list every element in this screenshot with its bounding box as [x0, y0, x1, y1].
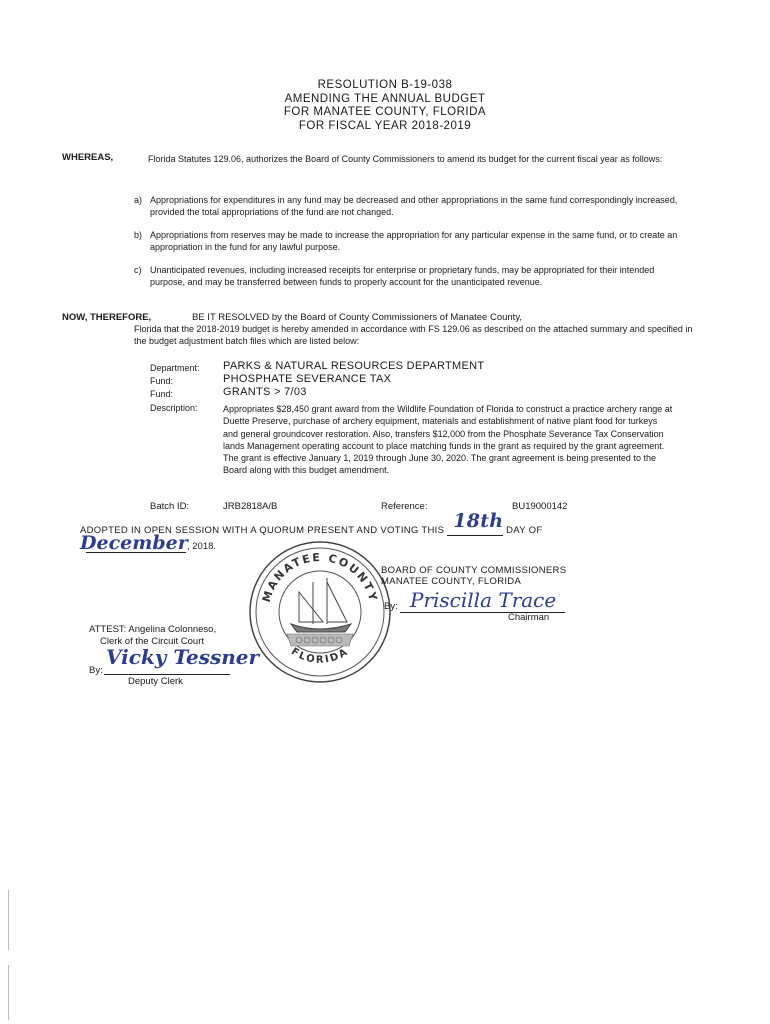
- fund-value: PHOSPHATE SEVERANCE TAX: [223, 373, 392, 385]
- fund-label: Fund:: [150, 376, 174, 386]
- reference-label: Reference:: [381, 501, 428, 512]
- chairman-title: Chairman: [508, 612, 550, 623]
- adoption-text: ADOPTED IN OPEN SESSION WITH A QUORUM PRESENT AND VOTING THIS: [80, 525, 445, 536]
- fund-value-2: GRANTS > 7/03: [223, 386, 307, 398]
- clause-letter: b): [134, 230, 143, 240]
- fund-label-2: Fund:: [150, 389, 174, 399]
- seal-bottom-text: FLORIDA: [288, 646, 352, 666]
- now-therefore-label: NOW, THEREFORE,: [62, 312, 152, 323]
- whereas-label: WHEREAS,: [62, 152, 114, 163]
- header-line-4: FOR FISCAL YEAR 2018-2019: [298, 119, 472, 132]
- resolution-number: RESOLUTION B-19-038: [317, 79, 453, 91]
- attest-name: ATTEST: Angelina Colonneso,: [89, 624, 217, 635]
- header-line-3: FOR MANATEE COUNTY, FLORIDA: [283, 106, 487, 118]
- description-value: Appropriates $28,450 grant award from the Wildlife Foundation of Florida to construct a practice archery range at Duette Preserve, purchase of archery equipment, materials and establishment of native plant food for turkeys and general groundcover restoration. Also, transfers $12,000 from the Phosphate Severance Tax Conservation lands Management operating account to place matching funds in the grant as required by the grant agreement. The grant is effective January 1, 2019 through June 30, 2020. The grant agreement is being presented to the Board along with this budget amendment.: [223, 404, 673, 476]
- seal-top-text: MANATEE COUNTY: [259, 550, 381, 604]
- handwritten-month: December: [80, 532, 188, 554]
- clause-text: Appropriations for expenditures in any fund may be decreased and other appropriations in the same fund correspondingly increased, provided the total appropriations of the fund are not changed.: [150, 195, 678, 217]
- day-of-text: DAY OF: [506, 525, 543, 536]
- scan-margin-mark-2: [8, 965, 9, 1020]
- department-label: Department:: [150, 363, 200, 373]
- header-line-2: AMENDING THE ANNUAL BUDGET: [284, 92, 486, 105]
- now-therefore-body: Florida that the 2018-2019 budget is hereby amended in accordance with FS 129.06 as described on the attached summary and specified in the budget adjustment batch files which are listed below:: [134, 324, 693, 346]
- resolution-header: [0, 79, 770, 133]
- board-by-label: By:: [384, 601, 398, 612]
- scan-margin-mark: [8, 890, 9, 950]
- month-blank: [80, 532, 188, 554]
- deputy-clerk-title: Deputy Clerk: [128, 676, 183, 687]
- svg-text:MANATEE COUNTY: [260, 551, 380, 604]
- clause-letter: c): [134, 265, 142, 275]
- reference-value: BU19000142: [512, 501, 568, 512]
- svg-text:FLORIDA: [289, 646, 351, 666]
- clause-text: Appropriations from reserves may be made to increase the appropriation for any particular expense in the same fund, or to create an appropriation in the fund for any lawful purpose.: [150, 230, 678, 252]
- board-county: MANATEE COUNTY, FLORIDA: [381, 576, 522, 587]
- resolved-text: BE IT RESOLVED by the Board of County Commissioners of Manatee County,: [192, 312, 523, 323]
- attest-clerk-title: Clerk of the Circuit Court: [100, 636, 205, 647]
- county-seal-icon: [247, 538, 393, 686]
- adoption-year: , 2018.: [187, 541, 217, 552]
- clause-letter: a): [134, 195, 143, 205]
- department-value: PARKS & NATURAL RESOURCES DEPARTMENT: [223, 360, 485, 372]
- board-signature-block: [381, 565, 566, 587]
- batch-id-label: Batch ID:: [150, 501, 190, 512]
- description-label: Description:: [150, 403, 198, 413]
- deputy-clerk-signature: Vicky Tessner: [106, 645, 260, 669]
- attest-by-label: By:: [89, 665, 103, 676]
- clause-text: Unanticipated revenues, including increased receipts for enterprise or proprietary funds, may be appropriated for their intended purpose, and may be transferred between funds to properly account for the unanticipated revenue.: [150, 265, 655, 287]
- handwritten-day: 18th: [453, 510, 504, 532]
- board-name: BOARD OF COUNTY COMMISSIONERS: [381, 565, 567, 576]
- batch-id-value: JRB2818A/B: [223, 501, 278, 512]
- day-blank: [447, 510, 504, 536]
- whereas-text: Florida Statutes 129.06, authorizes the Board of County Commissioners to amend its budget for the current fiscal year as follows:: [148, 154, 663, 164]
- chairman-signature: Priscilla Trace: [410, 588, 557, 612]
- attest-signature-line: [104, 674, 230, 675]
